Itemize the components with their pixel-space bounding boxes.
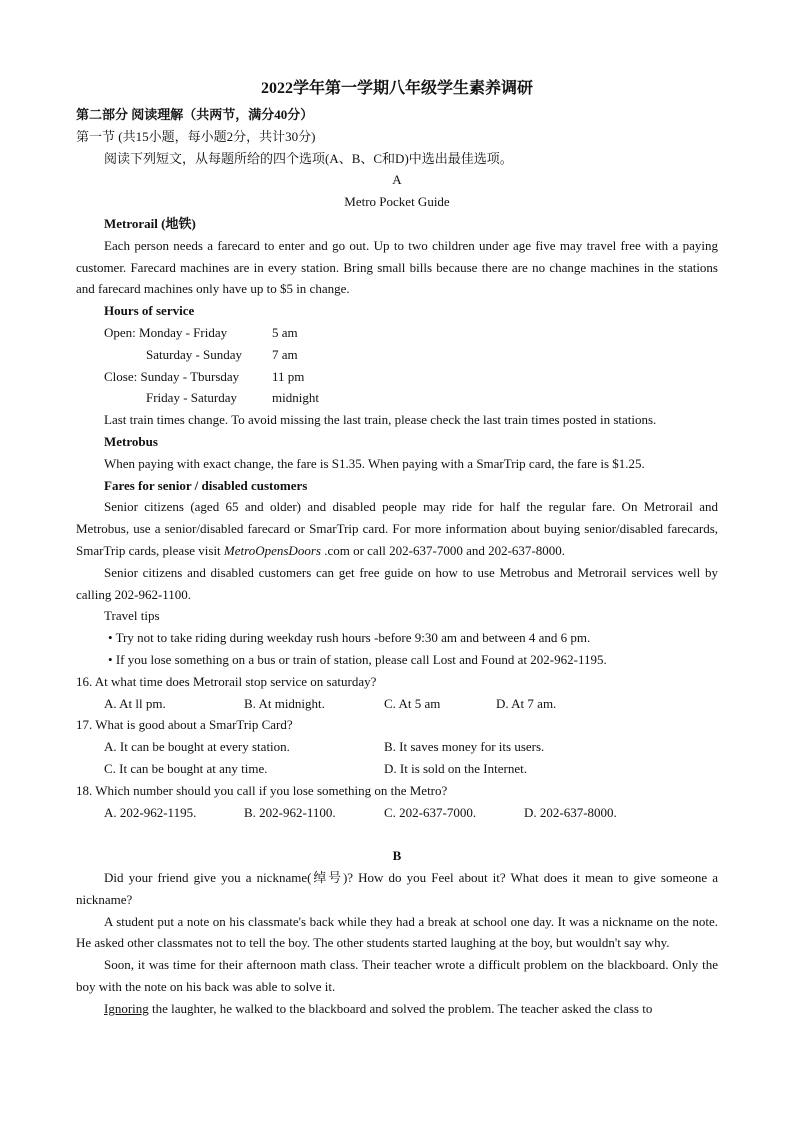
part-heading: 第二部分 阅读理解（共两节，满分40分）: [76, 107, 314, 122]
option-d: D. 202-637-8000.: [524, 804, 617, 820]
question-17-stem: 17. What is good about a SmarTrip Card?: [76, 717, 293, 733]
guide-paragraph: Senior citizens and disabled customers can get free guide on how to use Metrobus and Metrorail services well by calling 202-962-1100.: [76, 564, 718, 602]
question-18-stem: 18. Which number should you call if you lose something on the Metro?: [76, 782, 448, 798]
option-d: D. At 7 am.: [496, 695, 557, 711]
option-c: C. It can be bought at any time.: [104, 760, 268, 776]
option-a: A. At ll pm.: [104, 695, 166, 711]
tip-item: • If you lose something on a bus or train of station, please call Lost and Found at 202-962-1195.: [108, 651, 607, 667]
passage-b-paragraph: Did your friend give you a nickname(绰号)? How do you Feel about it? What does it mean to give someone a nickname?: [76, 870, 718, 907]
hours-row: Open: Monday - Friday 5 am: [104, 324, 298, 340]
question-18-options: [76, 802, 718, 824]
instructions: 阅读下列短文，从每题所给的四个选项(A、B、C和D)中选出最佳选项。: [104, 150, 513, 166]
website-name: MetroOpensDoors: [223, 542, 321, 558]
bullet-icon: •: [108, 630, 116, 646]
hours-row: Saturday - Sunday 7 am: [146, 346, 298, 362]
metrorail-paragraph: Each person needs a farecard to enter and go out. Up to two children under age five may travel free with a paying customer. Farecard machines are in every station. Bring small bills because there are no change machines in the stations and farecard machines only have up to $5 in change.: [76, 237, 718, 297]
question-16-options: [76, 693, 718, 715]
page-title: 2022学年第一学期八年级学生素养调研: [260, 80, 533, 97]
fares-paragraph: Senior citizens (aged 65 and older) and disabled people may ride for half the regular fare. On Metrorail and Metrobus, use a senior/disabled farecard or SmarTrip card. For more information about buying senior/disabled farecards, SmarTrip cards, please visit MetroOpensDoors .com or call 202-637-7000 and 202-637-8000.: [76, 499, 718, 558]
option-c: C. At 5 am: [384, 695, 441, 711]
tip-item: • Try not to take riding during weekday rush hours -before 9:30 am and between 4 and 6 pm.: [108, 630, 591, 646]
option-d: D. It is sold on the Internet.: [384, 760, 527, 776]
option-a: A. It can be bought at every station.: [104, 739, 290, 755]
passage-a-letter: A: [392, 172, 402, 188]
hours-table: [76, 322, 718, 409]
passage-b-paragraph: Soon, it was time for their afternoon math class. Their teacher wrote a difficult problem on the blackboard. Only the boy with the note on his back was able to solve it.: [76, 957, 718, 995]
passage-b-paragraph: A student put a note on his classmate's back while they had a break at school one day. It was a nickname on the note. He asked other classmates not to tell the boy. The other students started laughing at the boy, but wouldn't say why.: [76, 913, 718, 951]
passage-a-title: Metro Pocket Guide: [344, 194, 450, 210]
underlined-word: Ignoring: [104, 1000, 149, 1016]
option-c: C. 202-637-7000.: [384, 804, 477, 820]
metrobus-heading: Metrobus: [104, 433, 158, 449]
option-a: A. 202-962-1195.: [104, 804, 197, 820]
option-b: B. 202-962-1100.: [244, 804, 336, 820]
question-16-stem: 16. At what time does Metrorail stop service on saturday?: [76, 673, 377, 689]
passage-b-paragraph: Ignoring the laughter, he walked to the blackboard and solved the problem. The teacher asked the class to: [104, 1000, 653, 1016]
spacer: [76, 823, 718, 845]
hours-heading: Hours of service: [104, 303, 195, 319]
metrorail-heading: Metrorail (地铁): [104, 215, 196, 231]
passage-b-letter: B: [392, 848, 402, 864]
hours-row: Friday - Saturday midnight: [146, 390, 319, 406]
tips-heading: Travel tips: [104, 608, 160, 624]
exam-page: [76, 76, 718, 1020]
question-17-options: [76, 736, 718, 758]
option-b: B. At midnight.: [244, 695, 325, 711]
question-17-options: [76, 758, 718, 780]
last-train-note: Last train times change. To avoid missing the last train, please check the last train times posted in stations.: [104, 412, 657, 428]
hours-row: Close: Sunday - Tbursday 11 pm: [104, 368, 305, 384]
bullet-icon: •: [108, 651, 116, 667]
metrobus-paragraph: When paying with exact change, the fare is S1.35. When paying with a SmarTrip card, the fare is $1.25.: [104, 455, 645, 471]
fares-heading: Fares for senior / disabled customers: [104, 477, 308, 493]
section-heading: 第一节 (共15小题，每小题2分，共计30分): [76, 128, 316, 144]
option-b: B. It saves money for its users.: [384, 739, 545, 755]
